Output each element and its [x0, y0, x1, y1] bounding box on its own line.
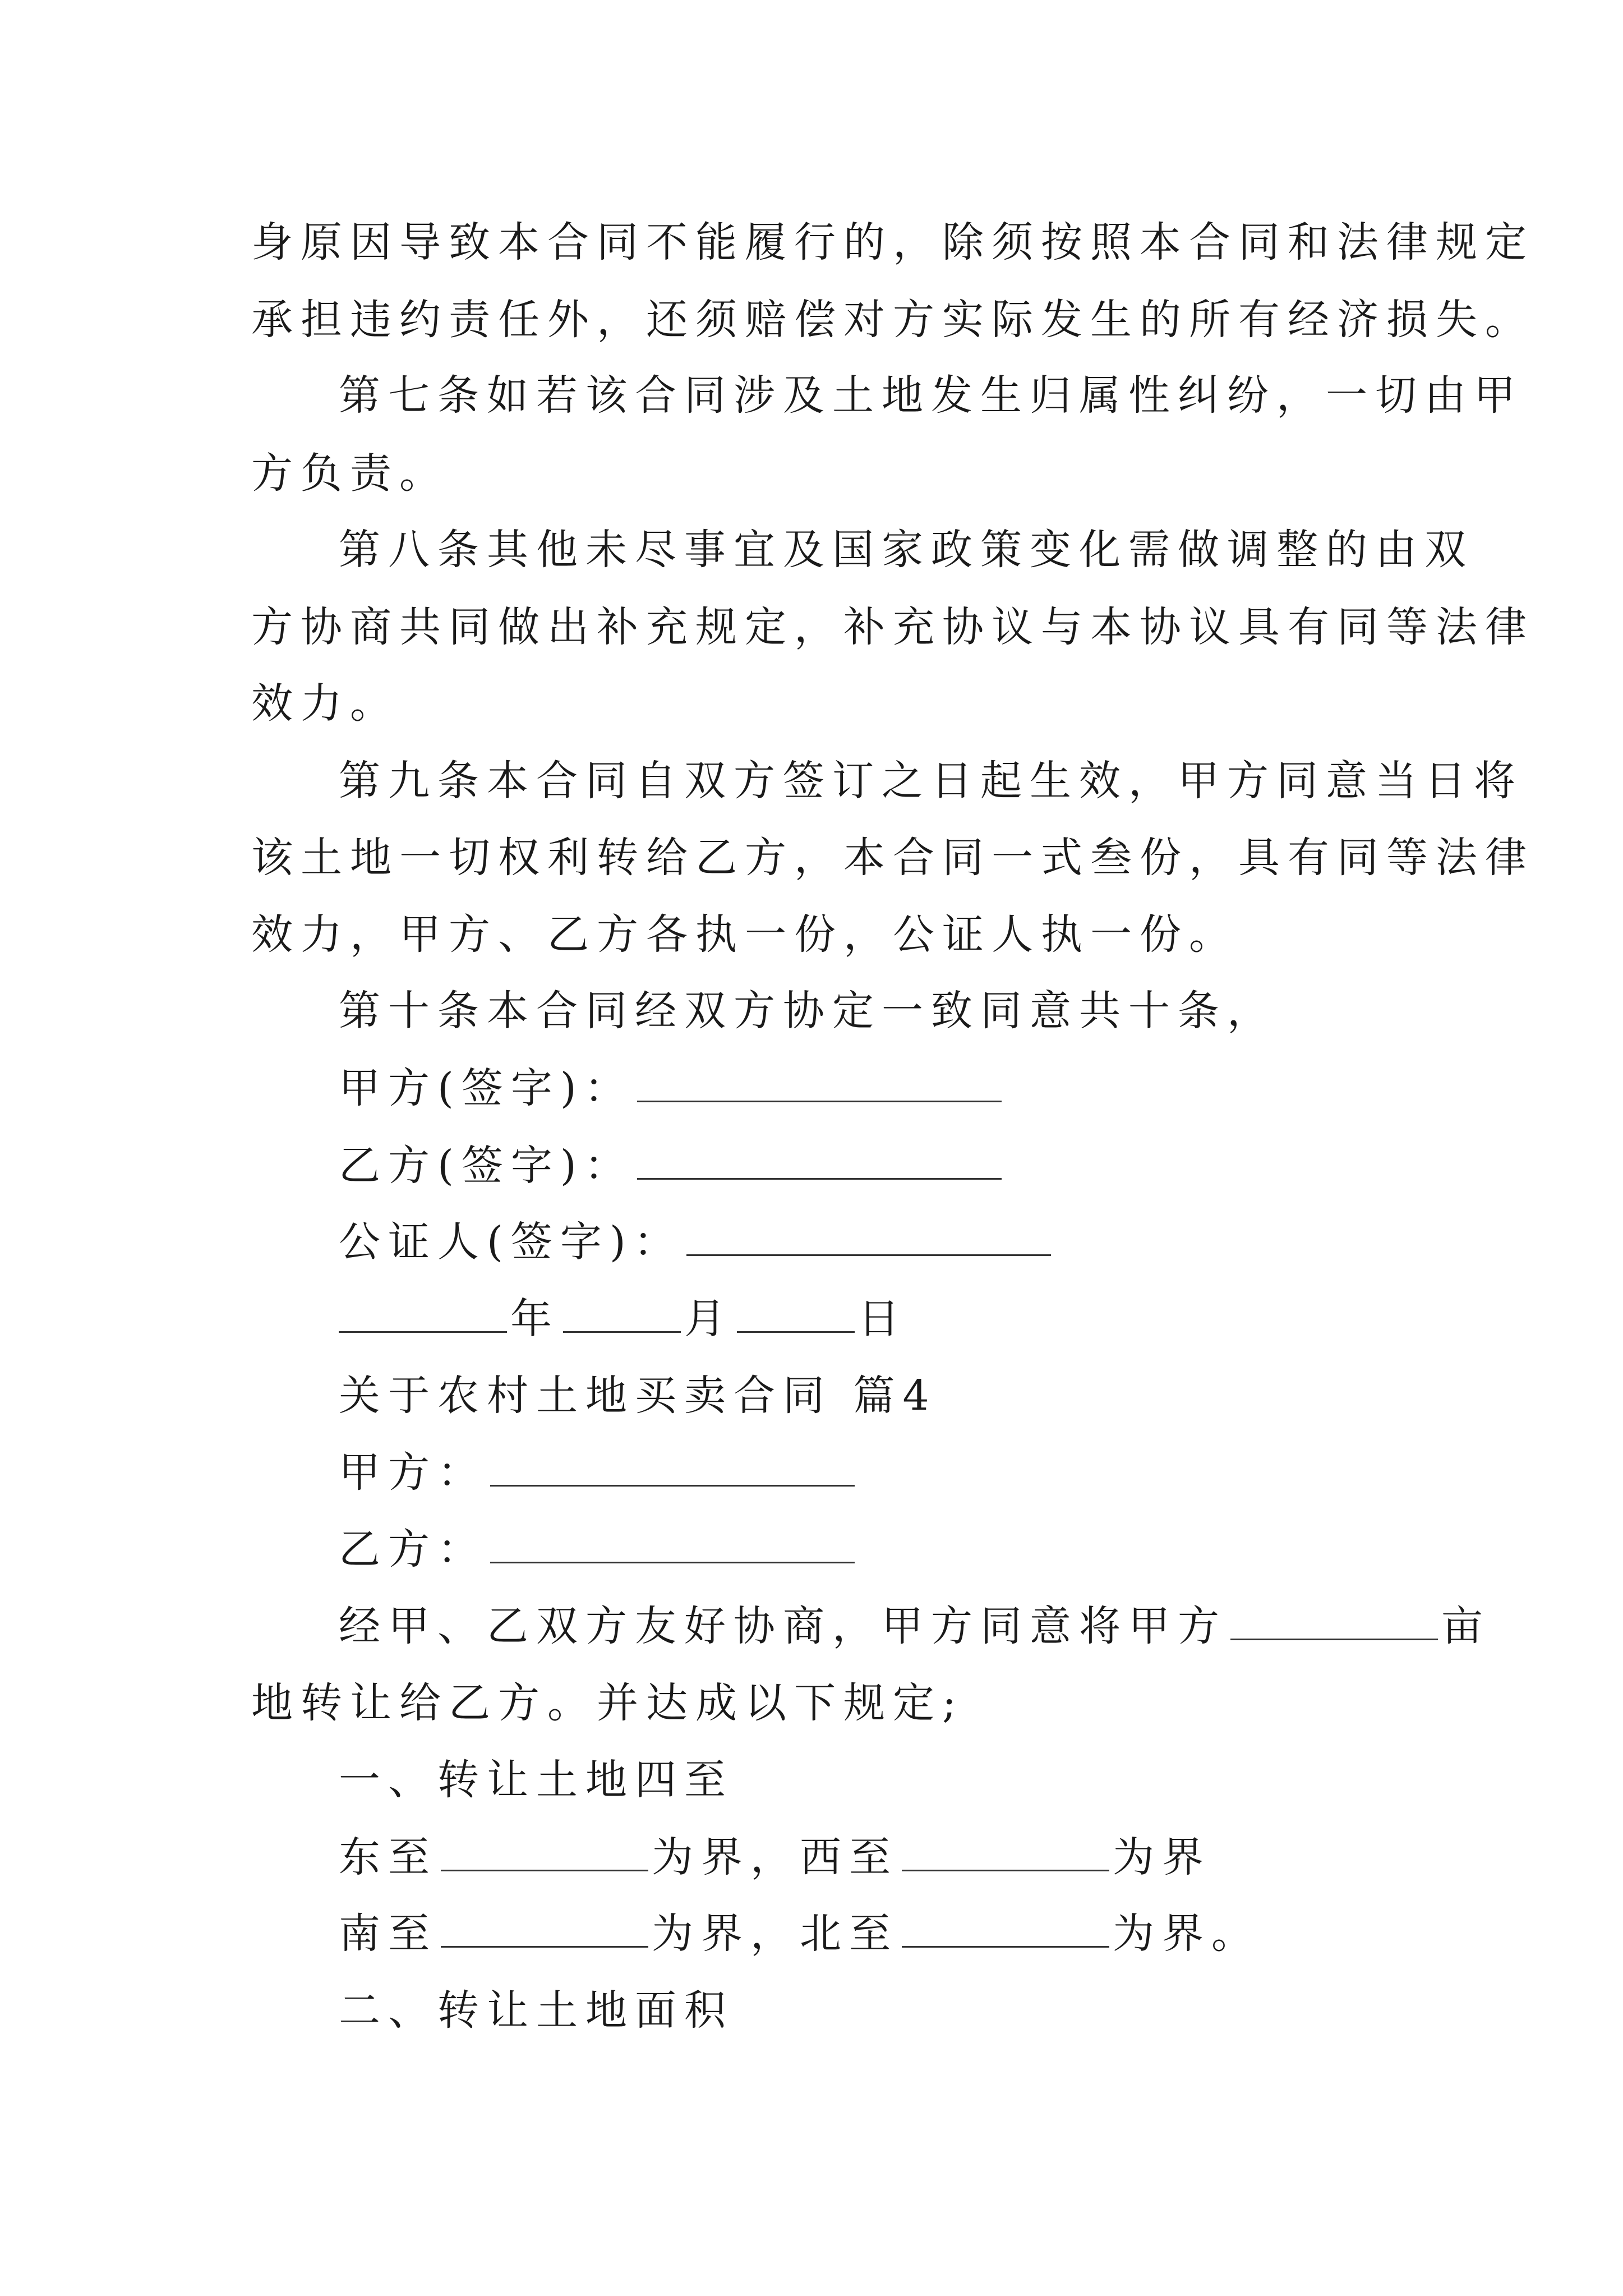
boundary-blank — [441, 1836, 648, 1871]
item-1-heading: 一、转让土地四至 — [339, 1756, 734, 1804]
paragraph-line: 效力。 — [251, 679, 399, 728]
paragraph-line: 身原因导致本合同不能履行的，除须按照本合同和法律规定 — [251, 218, 1534, 266]
party-blank — [490, 1451, 855, 1487]
signature-label: 乙方(签字)： — [339, 1142, 634, 1190]
party-b-line — [339, 1521, 858, 1577]
boundary-label: 东至 — [339, 1833, 437, 1881]
paragraph-line: 方协商共同做出补充规定，补充协议与本协议具有同等法律 — [251, 603, 1534, 651]
signature-blank — [637, 1067, 1002, 1102]
article-9: 第九条本合同自双方签订之日起生效，甲方同意当日将 — [339, 757, 1523, 805]
unit-label: 亩 — [1441, 1602, 1491, 1650]
article-7: 第七条如若该合同涉及土地发生归属性纠纷，一切由甲 — [339, 371, 1523, 420]
transfer-text: 经甲、乙双方友好协商，甲方同意将甲方 — [339, 1602, 1227, 1650]
year-label: 年 — [510, 1295, 560, 1343]
party-label: 乙方： — [339, 1525, 487, 1573]
signature-blank — [686, 1221, 1051, 1256]
paragraph-line: 方负责。 — [251, 449, 449, 498]
party-blank — [490, 1528, 855, 1563]
paragraph-line: 承担违约责任外，还须赔偿对方实际发生的所有经济损失。 — [251, 296, 1534, 344]
signature-blank — [637, 1144, 1002, 1180]
year-blank — [339, 1297, 507, 1333]
boundary-label: 为界，北至 — [652, 1910, 898, 1958]
transfer-line — [339, 1598, 1491, 1654]
boundary-south-north — [339, 1906, 1261, 1962]
article-8: 第八条其他未尽事宜及国家政策变化需做调整的由双 — [339, 526, 1474, 574]
signature-party-b — [339, 1138, 1005, 1194]
signature-label: 甲方(签字)： — [339, 1064, 634, 1112]
boundary-blank — [441, 1912, 648, 1948]
signature-party-a — [339, 1060, 1005, 1116]
paragraph-line: 该土地一切权利转给乙方，本合同一式叁份，具有同等法律 — [251, 834, 1534, 882]
boundary-label: 为界，西至 — [652, 1833, 898, 1881]
boundary-blank — [902, 1912, 1109, 1948]
signature-notary — [339, 1214, 1054, 1270]
party-label: 甲方： — [339, 1448, 487, 1497]
item-2-heading: 二、转让土地面积 — [339, 1986, 734, 2035]
signature-label: 公证人(签字)： — [339, 1218, 683, 1266]
area-blank — [1230, 1605, 1438, 1640]
boundary-blank — [902, 1836, 1109, 1871]
month-blank — [563, 1297, 681, 1333]
section-title: 关于农村土地买卖合同 篇4 — [339, 1372, 937, 1420]
date-line — [339, 1291, 907, 1347]
paragraph-line: 效力，甲方、乙方各执一份，公证人执一份。 — [251, 910, 1238, 959]
article-10: 第十条本合同经双方协定一致同意共十条， — [339, 987, 1276, 1035]
day-label: 日 — [858, 1295, 907, 1343]
boundary-label: 为界 — [1113, 1833, 1211, 1881]
paragraph-line: 地转让给乙方。并达成以下规定; — [251, 1679, 964, 1727]
month-label: 月 — [684, 1295, 734, 1343]
boundary-label: 为界。 — [1113, 1910, 1261, 1958]
party-a-line — [339, 1444, 858, 1501]
boundary-east-west — [339, 1829, 1211, 1885]
boundary-label: 南至 — [339, 1910, 437, 1958]
day-blank — [737, 1297, 855, 1333]
